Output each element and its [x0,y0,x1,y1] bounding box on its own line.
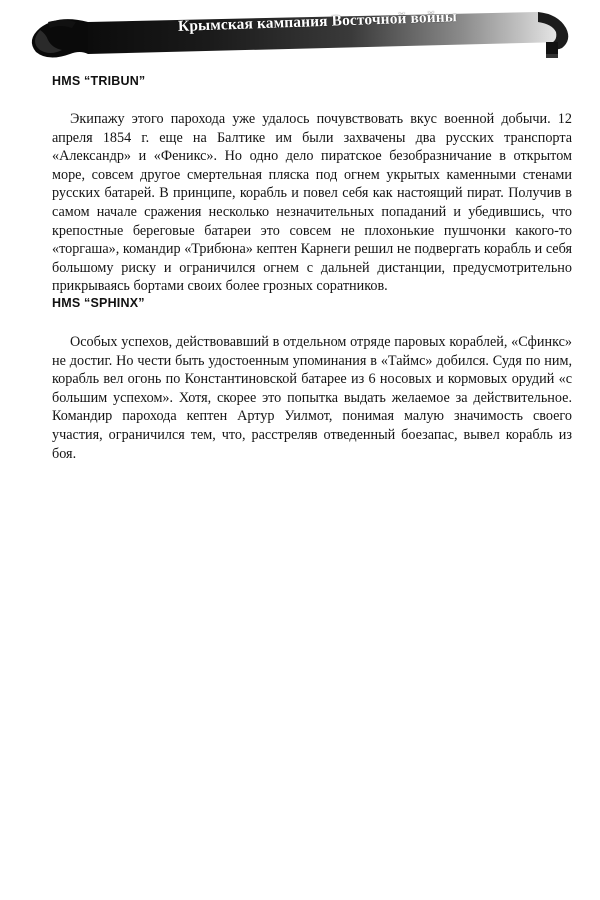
header-banner [18,8,578,66]
section-heading: HMS “SPHINX” [52,296,145,310]
section-paragraph: Особых успехов, действовавший в отдельном отряде паровых кораблей, «Сфинкс» не достиг. Но чести быть удостоенным упоминания в «Таймс» добился. Судя по ним, корабль вел огонь по Константиновской батарее из 6 носовых и кормовых орудий «с большим успехом». Хотя, скорее это попытка выдать желаемое за действительное. Командир парохода кептен Артур Уилмот, понимая малую значимость своего участия, ограничился тем, что, расстреляв отведенный боезапас, вывел корабль из боя. [52,334,572,462]
section-paragraph: Экипажу этого парохода уже удалось почувствовать вкус военной добычи. 12 апреля 1854 г. еще на Балтике им были захвачены два русских транспорта «Александр» и «Феникс». Но одно дело пиратское безобразничание в открытом море, совсем другое смертельная пляска под огнем укрытых каменными стенами русских батарей. В принципе, корабль и повел себя как настоящий пират. Получив в самом начале сражения несколько незначительных попаданий и убедившись, что крепостные береговые батареи это совсем не плохонькие пушчонки какого-то «торгаша», командир «Трибюна» кептен Карнеги решил не подвергать корабль и себя большому риску и ограничился огнем с дальней дистанции, предусмотрительно прикрываясь бортами своих более грозных соратников. [52,111,572,295]
running-header-title: Крымская кампания Восточной войны [177,8,458,35]
section-heading: HMS “TRIBUN” [52,74,146,88]
section-tribun [52,74,572,296]
section-sphinx [52,296,572,463]
